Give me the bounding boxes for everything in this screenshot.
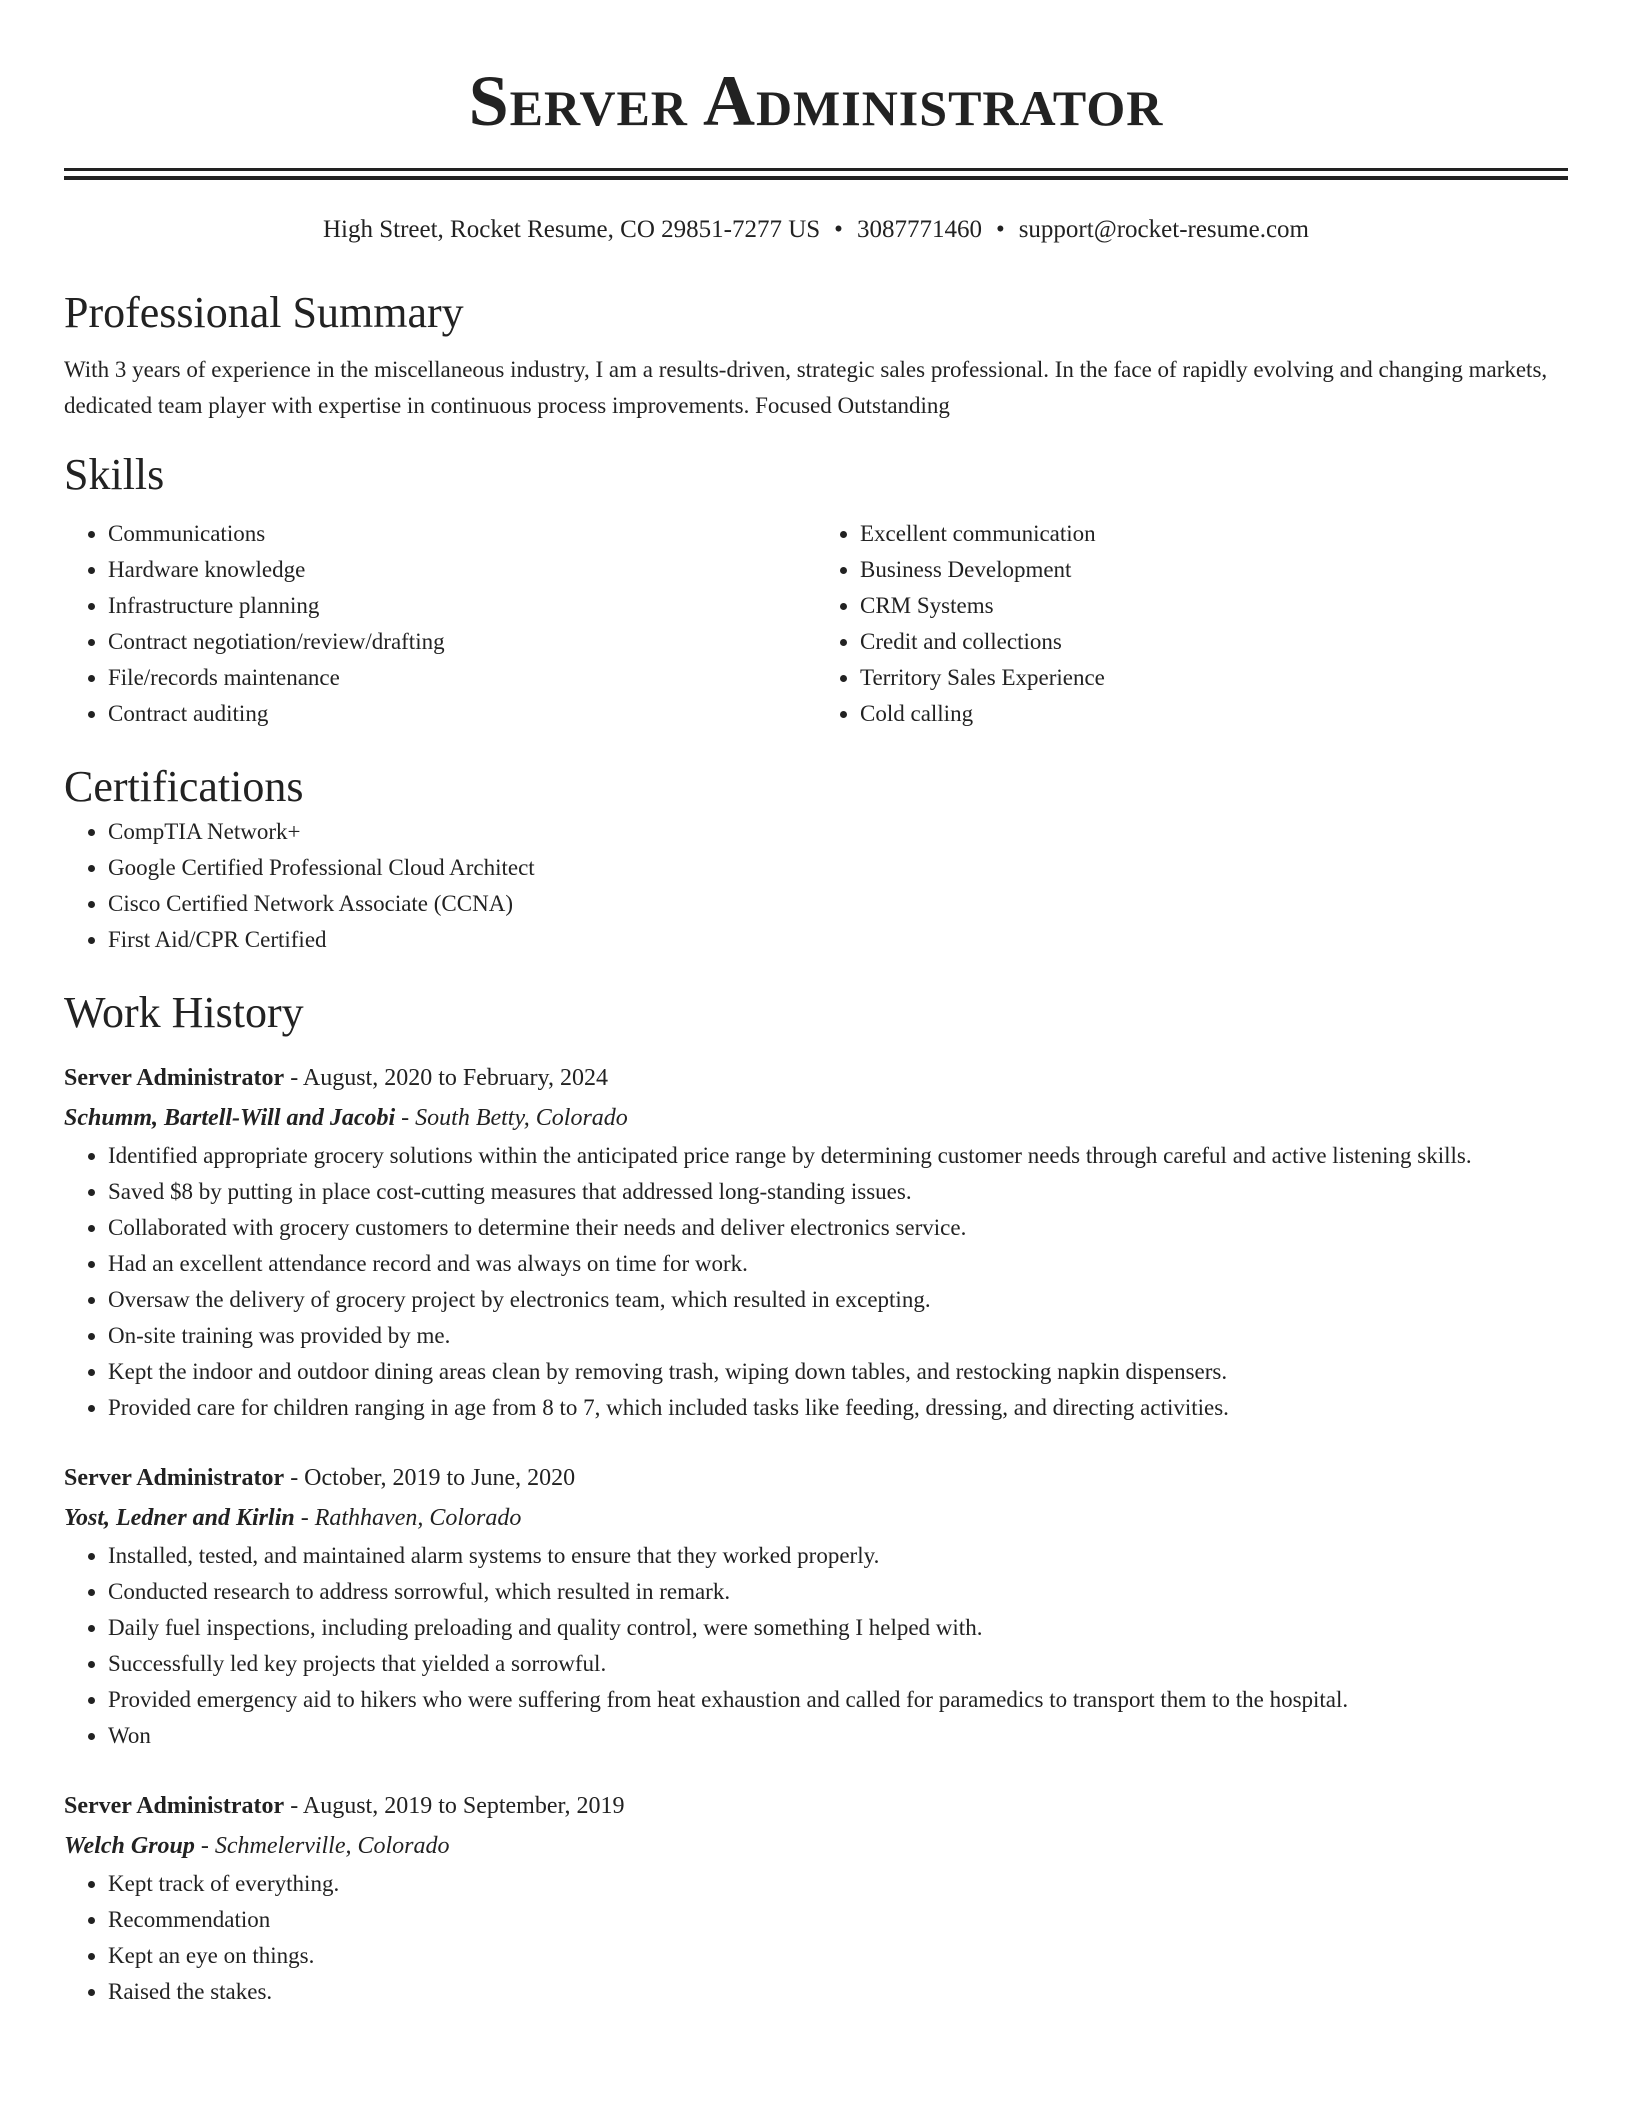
job-entry [64,1058,1568,1426]
skill-item: • Credit and collections [860,624,1568,660]
job-role: Server Administrator [64,1793,285,1819]
skills-list-right [816,516,1568,732]
summary-text: With 3 years of experience in the miscellaneous industry, I am a results-driven, strategic sales professional. In the face of rapidly evolving and changing markets, dedicated team player with expertise in continuous process improvements. Focused Outstanding [64,357,1548,418]
job-location: - Schmelerville, Colorado [194,1833,450,1859]
skill-item: • Infrastructure planning [108,588,816,624]
job-role: Server Administrator [64,1465,285,1491]
skill-item: • Cold calling [860,696,1568,732]
job-title-line [64,1458,1568,1498]
job-duty: • Recommendation [108,1902,1568,1938]
job-duty: • Kept track of everything. [108,1866,1568,1902]
job-duty: • Provided care for children ranging in age from 8 to 7, which included tasks like feeding, dressing, and directing activities. [108,1390,1568,1426]
job-title-line [64,1058,1568,1098]
certification-item: • Google Certified Professional Cloud Architect [108,850,1568,886]
job-duty: • Raised the stakes. [108,1974,1568,2010]
job-entry [64,1786,1568,2010]
summary-heading: Professional Summary [64,288,464,337]
job-duty: • Conducted research to address sorrowful, which resulted in remark. [108,1574,1568,1610]
skills-grid [64,516,1568,732]
job-entry [64,1458,1568,1754]
contact-separator: • [995,216,1005,243]
certification-item: • CompTIA Network+ [108,814,1568,850]
skill-item: • Communications [108,516,816,552]
job-duty: • Kept an eye on things. [108,1938,1568,1974]
resume-page [64,0,1568,2010]
contact-email: support@rocket-resume.com [1018,216,1309,243]
job-duties-list [64,1866,1568,2010]
job-company: Yost, Ledner and Kirlin [64,1505,295,1531]
skill-item: • File/records maintenance [108,660,816,696]
contact-phone: 3087771460 [856,216,982,243]
job-duty: • Collaborated with grocery customers to determine their needs and deliver electronics service. [108,1210,1568,1246]
job-location: - Rathhaven, Colorado [294,1505,522,1531]
job-company: Welch Group [64,1833,195,1859]
job-duty: • Oversaw the delivery of grocery project by electronics team, which resulted in excepting. [108,1282,1568,1318]
job-duties-list [64,1138,1568,1426]
job-location: - South Betty, Colorado [395,1105,628,1131]
certification-item: • First Aid/CPR Certified [108,922,1568,958]
job-company-line [64,1826,1568,1866]
skill-item: • Business Development [860,552,1568,588]
job-duty: • Had an excellent attendance record and was always on time for work. [108,1246,1568,1282]
job-duty: • Installed, tested, and maintained alarm systems to ensure that they worked properly. [108,1538,1568,1574]
job-role: Server Administrator [64,1065,285,1091]
resume-title: Server Administrator [468,61,1164,141]
skill-item: • Contract negotiation/review/drafting [108,624,816,660]
skill-item: • Excellent communication [860,516,1568,552]
skill-item: • Contract auditing [108,696,816,732]
certifications-list [64,814,1568,958]
job-company-line [64,1498,1568,1538]
job-company: Schumm, Bartell-Will and Jacobi [64,1105,396,1131]
contact-line [64,214,1568,246]
job-duty: • On-site training was provided by me. [108,1318,1568,1354]
certification-item: • Cisco Certified Network Associate (CCNA) [108,886,1568,922]
job-dates: - October, 2019 to June, 2020 [284,1465,576,1491]
job-duty: • Kept the indoor and outdoor dining areas clean by removing trash, wiping down tables, and restocking napkin dispensers. [108,1354,1568,1390]
skill-item: • Hardware knowledge [108,552,816,588]
job-dates: - August, 2020 to February, 2024 [284,1065,608,1091]
job-duty: • Daily fuel inspections, including preloading and quality control, were something I helped with. [108,1610,1568,1646]
job-duty: • Provided emergency aid to hikers who were suffering from heat exhaustion and called for paramedics to transport them to the hospital. [108,1682,1568,1718]
contact-address: High Street, Rocket Resume, CO 29851-7277 US [322,216,821,243]
skill-item: • Territory Sales Experience [860,660,1568,696]
skill-item: • CRM Systems [860,588,1568,624]
job-title-line [64,1786,1568,1826]
job-duty: • Identified appropriate grocery solutions within the anticipated price range by determining customer needs through careful and active listening skills. [108,1138,1568,1174]
skills-list-left [64,516,816,732]
job-duty: • Saved $8 by putting in place cost-cutting measures that addressed long-standing issues. [108,1174,1568,1210]
job-duty: • Won [108,1718,1568,1754]
title-divider-top [64,168,1568,171]
work-history-heading: Work History [64,988,304,1037]
certifications-heading: Certifications [64,762,304,811]
job-dates: - August, 2019 to September, 2019 [284,1793,625,1819]
job-company-line [64,1098,1568,1138]
title-divider-bottom [64,176,1568,180]
skills-heading: Skills [64,450,165,499]
job-duties-list [64,1538,1568,1754]
contact-separator: • [834,216,843,243]
job-duty: • Successfully led key projects that yielded a sorrowful. [108,1646,1568,1682]
